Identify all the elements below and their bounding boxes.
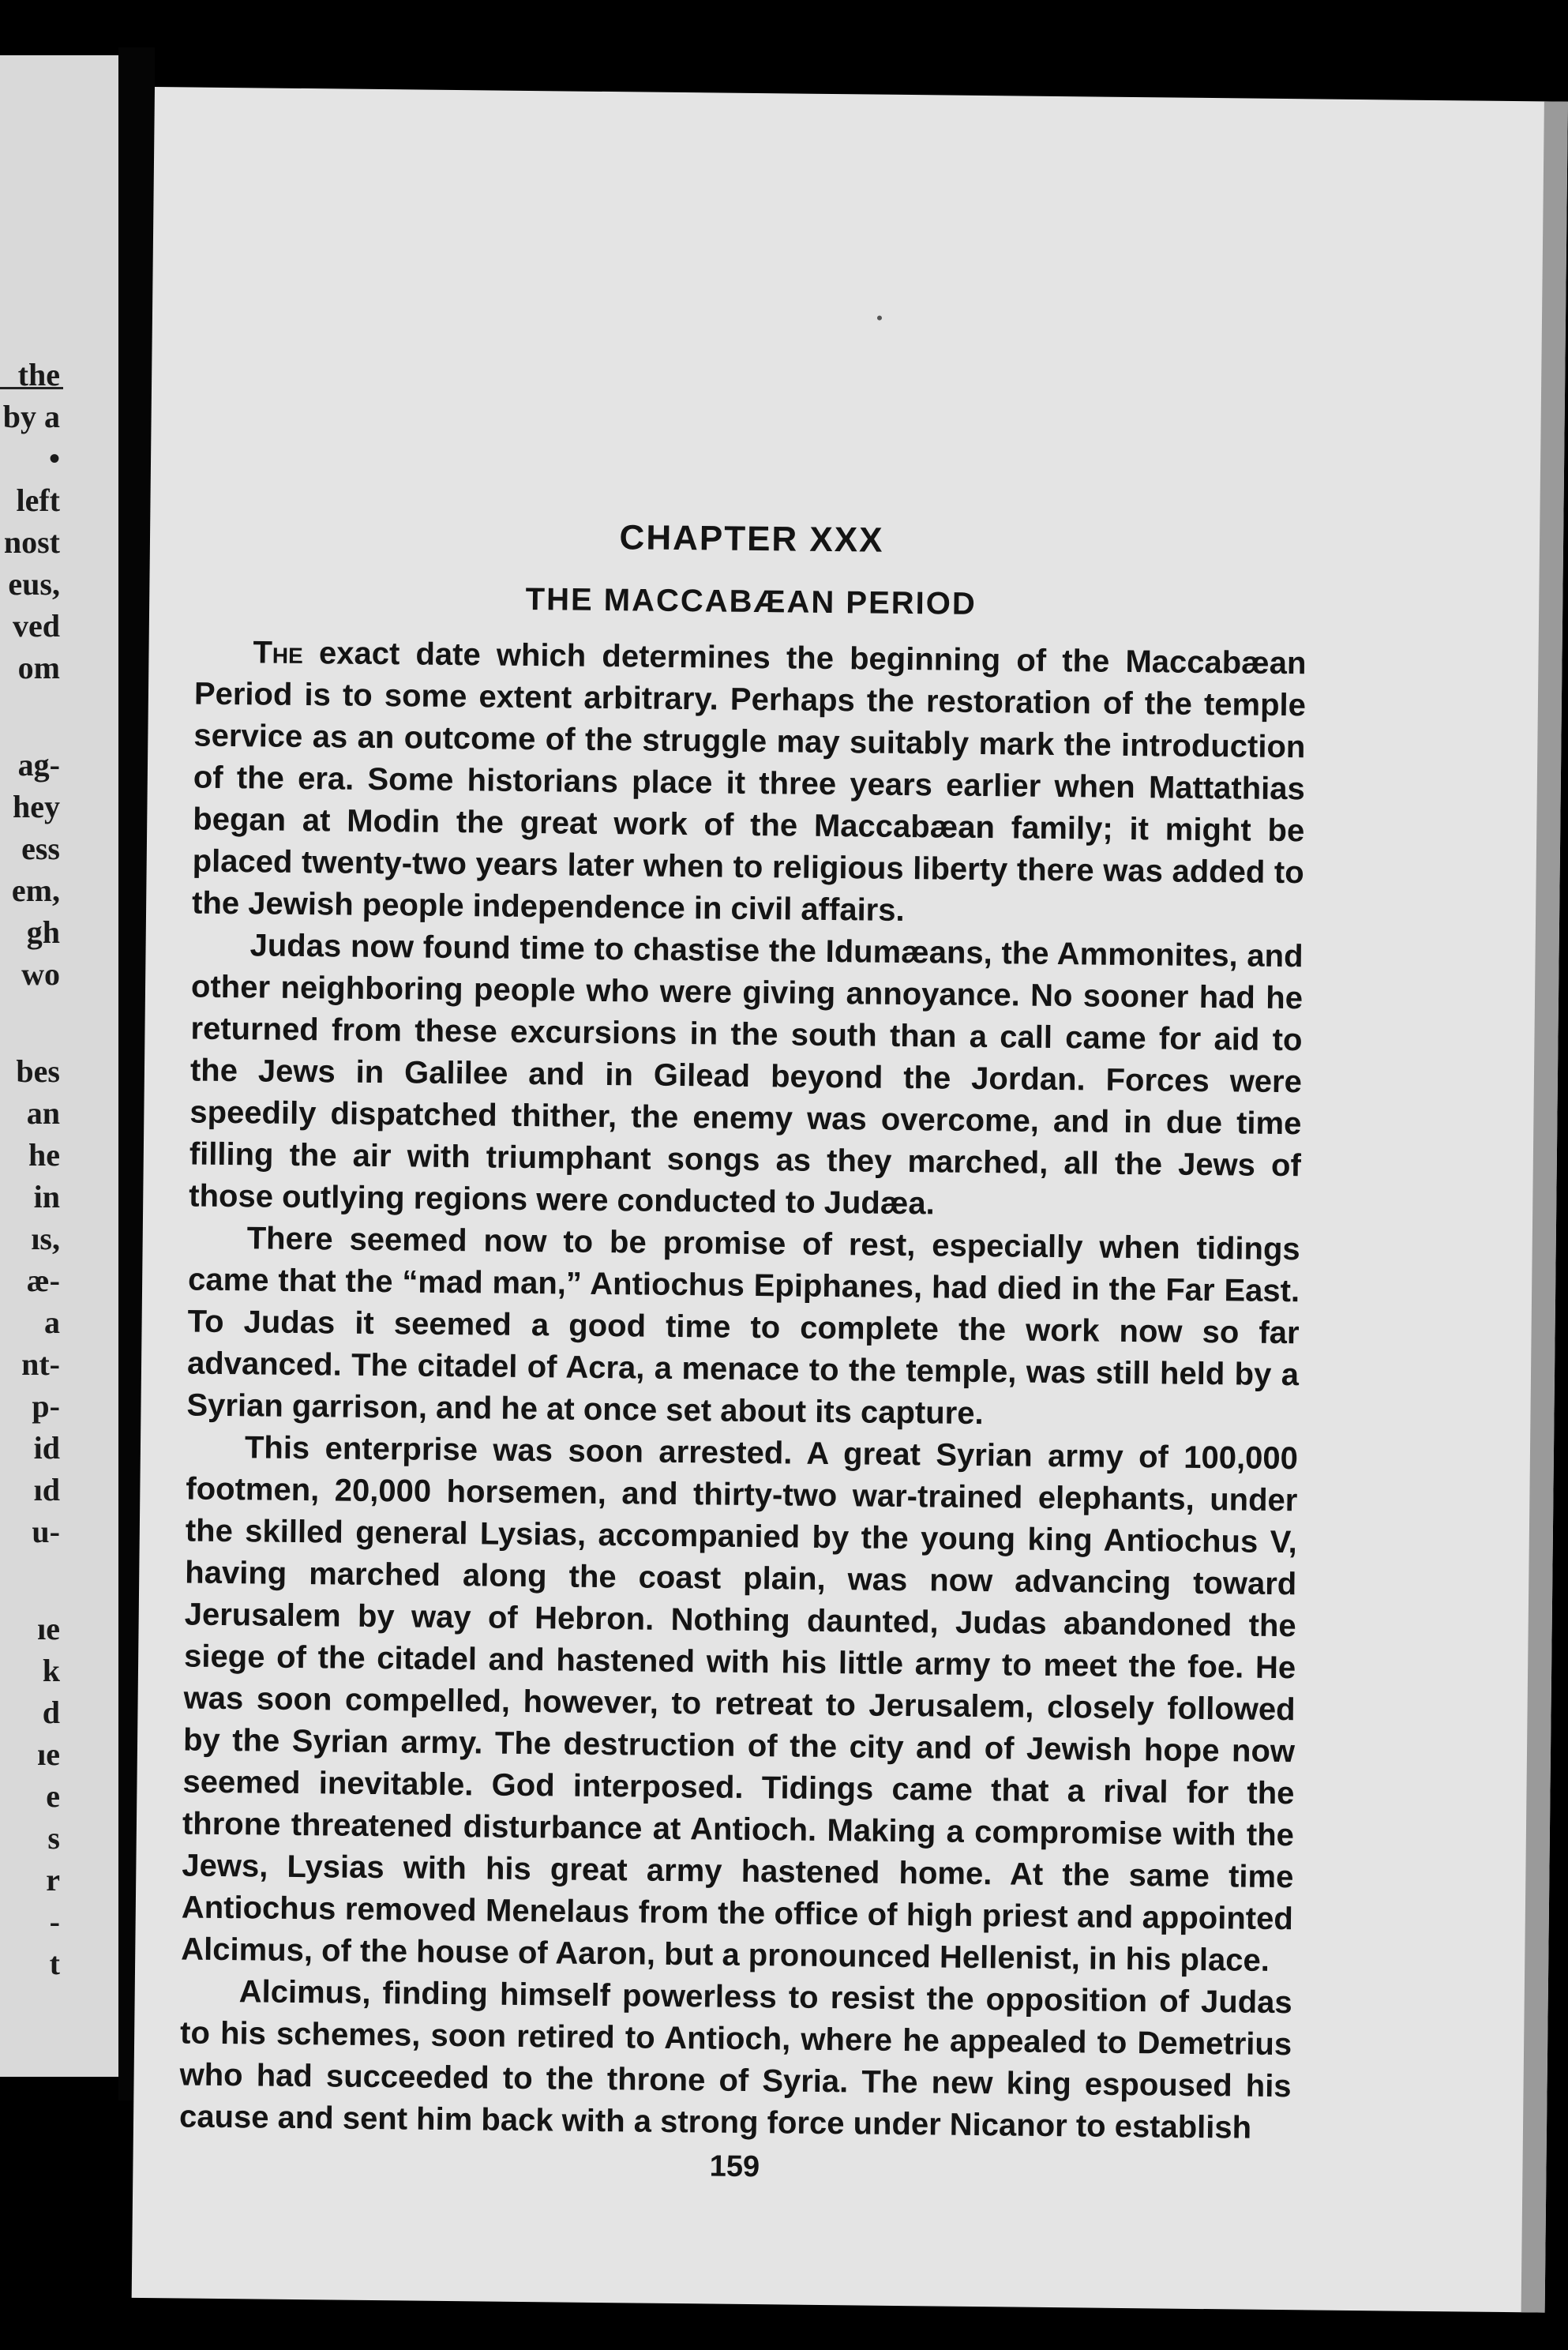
left-page-fragment: s [47,1820,60,1856]
chapter-heading: CHAPTER XXX [619,518,884,560]
left-page-fragment: by a [2,399,60,434]
left-page-fragment: nt- [21,1346,60,1382]
paragraph-1 [192,632,1307,937]
left-page-fragment: ved [13,608,60,644]
paragraph-text: This enterprise was soon arrested. A great Syrian army of 100,000 footmen, 20,000 horsemen, and thirty-two war-trained elephants, under the skilled general Lysias, accompanied by the young king Antiochus V, having marched along the coast plain, was now advancing toward Jerusalem by way of Hebron. Nothing daunted, Judas abandoned the siege of the citadel and hastened with his little army to meet the foe. He was soon compelled, however, to retreat to Jerusalem, closely followed by the Syrian army. The destruction of the city and of Jewish hope now seemed inevitable. God interposed. Tidings came that a rival for the throne threatened disturbance at Antioch. Making a compromise with the Jews, Lysias with his great army hastened home. At the same time Antiochus removed Menelaus from the office of high priest and appointed Alcimus, of the house of Aaron, but a pronounced Hellenist, in his place. [181,1430,1299,1978]
left-page-fragment: ıd [33,1472,60,1507]
paragraph-text: Judas now found time to chastise the Idumæans, the Ammonites, and other neighboring people who were giving annoyance. No sooner had he returned from these excursions in the south than a call came for aid to the Jews in Galilee and in Gilead beyond the Jordan. Forces were speedily dispatched thither, the enemy was overcome, and in due time filling the air with triumphant songs as they marched, all the Jews of those outlying regions were conducted to Judæa. [189,928,1304,1222]
paragraph-2 [189,925,1304,1229]
left-page-fragment: in [33,1179,60,1214]
left-page-fragment: u- [32,1514,60,1549]
left-page-fragment: wo [21,956,60,992]
left-page-fragment: - [49,1904,60,1939]
left-page-fragment: om [17,650,60,685]
left-page-fragment: an [26,1095,60,1131]
left-page-fragment: em, [11,873,60,908]
left-page-fragment: eus, [8,566,60,602]
book-page [132,87,1568,2313]
left-page-fragment: • [48,441,60,476]
left-page-fragment: ıs, [31,1221,60,1256]
left-page-fragment: nost [3,524,60,560]
left-page-fragment: r [46,1862,60,1898]
page-content [178,514,1307,2190]
left-page-fragment: ıe [37,1611,60,1646]
left-page-fragment: a [44,1305,60,1340]
left-page-fragment: t [49,1946,60,1981]
paragraph-text: Alcimus, finding himself powerless to resist the opposition of Judas to his schemes, soon retired to Antioch, where he appealed to Demetrius who had succeeded to the throne of Syria. The new king espoused his cause and sent him back with a strong force under Nicanor to establish [178,1974,1292,2145]
left-page-fragment: id [33,1430,60,1466]
page-number: 159 [709,2149,760,2184]
left-page-fragment: the [17,357,60,392]
paragraph-3 [186,1218,1300,1439]
left-page-fragment: e [46,1778,60,1814]
left-page-fragment: he [28,1137,60,1173]
paragraph-text: exact date which determines the beginning of the Maccabæan Period is to some extent arbitrary. Perhaps the restoration of the temple service as an outcome of the struggle may suitably mark the introduction of the era. Some historians place it three years earlier when Mattathias began at Modin the great work of the Maccabæan family; it might be placed twenty-two years later when to religious liberty there was added to the Jewish people independence in civil affairs. [191,636,1307,929]
lead-word: The [253,635,304,671]
paragraph-text: There seemed now to be promise of rest, especially when tidings came that the “mad man,” Antiochus Epiphanes, had died in the Far East. To Judas it seemed a good time to complete the work now so far advanced. The citadel of Acra, a menace to the temple, was still held by a Syrian garrison, and he at once set about its capture. [186,1221,1300,1432]
paragraph-4 [181,1427,1298,1983]
left-page-fragment: ıe [37,1736,60,1772]
left-page-fragment: ag- [17,747,60,783]
left-page-fragment: p- [32,1388,60,1424]
left-page-fragment: d [42,1695,60,1730]
left-page-fragment: hey [13,789,60,824]
paragraph-5 [179,1970,1292,2149]
page-speck [877,316,882,321]
left-page-fragment: gh [26,914,60,950]
left-page-fragment: k [42,1653,60,1688]
left-page-fragment: ess [21,831,60,866]
section-title: THE MACCABÆAN PERIOD [525,581,977,621]
left-page-fragment: bes [16,1053,60,1089]
left-facing-page [0,55,118,2077]
left-page-fragment: left [16,482,60,518]
left-page-fragment: æ- [26,1263,60,1298]
